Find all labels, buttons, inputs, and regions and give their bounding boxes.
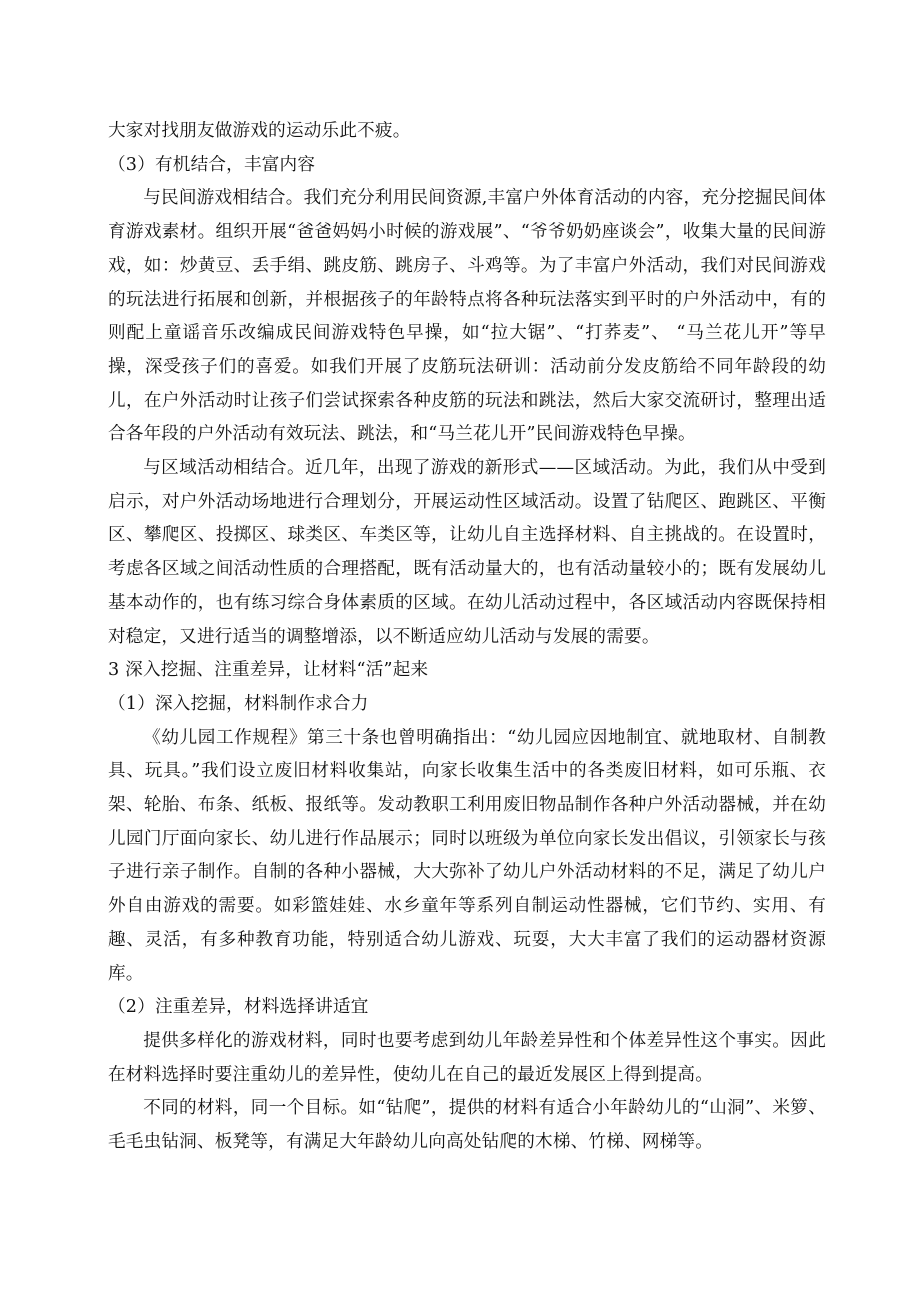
paragraph-area-activities: 与区域活动相结合。近几年，出现了游戏的新形式——区域活动。为此，我们从中受到启示，对户外活动场地进行合理划分，开展运动性区域活动。设置了钻爬区、跑跳区、平衡区、攀爬区、投掷区、球类区、车类区等，让幼儿自主选择材料、自主挑战的。在设置时，考虑各区域之间活动性质的合理搭配，既有活动量大的，也有活动量较小的；既有发展幼儿基本动作的，也有练习综合身体素质的区域。在幼儿活动过程中，各区域活动内容既保持相对稳定，又进行适当的调整增添，以不断适应幼儿活动与发展的需要。 <box>108 458 826 647</box>
subheading-organic-combination: （3）有机结合，丰富内容 <box>108 154 316 175</box>
paragraph-kindergarten-regulations: 《幼儿园工作规程》第三十条也曾明确指出：“幼儿园应因地制宜、就地取材、自制教具、玩具。”我们设立废旧材料收集站，向家长收集生活中的各类废旧材料，如可乐瓶、衣架、轮胎、布条、纸板、报纸等。发动教职工利用废旧物品制作各种户外活动器械，并在幼儿园门厅面向家长、幼儿进行作品展示；同时以班级为单位向家长发出倡议，引领家长与孩子进行亲子制作。自制的各种小器械，大大弥补了幼儿户外活动材料的不足，满足了幼儿户外自由游戏的需要。如彩篮娃娃、水乡童年等系列自制运动性器械，它们节约、实用、有趣、灵活，有多种教育功能，特别适合幼儿游戏、玩耍，大大丰富了我们的运动器材资源库。 <box>108 727 826 984</box>
paragraph-continuation: 大家对找朋友做游戏的运动乐此不疲。 <box>108 121 411 141</box>
paragraph-diverse-materials: 提供多样化的游戏材料，同时也要考虑到幼儿年龄差异性和个体差异性这个事实。因此在材料选择时要注重幼儿的差异性，使幼儿在自己的最近发展区上得到提高。 <box>108 1030 826 1085</box>
subheading-differences: （2）注重差异，材料选择讲适宜 <box>108 997 369 1018</box>
section-heading-materials: 3 深入挖掘、注重差异，让材料“活”起来 <box>108 660 429 681</box>
paragraph-same-goal: 不同的材料，同一个目标。如“钻爬”，提供的材料有适合小年龄幼儿的“山洞”、米箩、毛毛虫钻洞、板凳等，有满足大年龄幼儿向高处钻爬的木梯、竹梯、网梯等。 <box>108 1098 826 1153</box>
document-body <box>108 115 826 1160</box>
subheading-deep-mining: （1）深入挖掘，材料制作求合力 <box>108 693 369 714</box>
paragraph-folk-games: 与民间游戏相结合。我们充分利用民间资源,丰富户外体育活动的内容，充分挖掘民间体育游戏素材。组织开展“爸爸妈妈小时候的游戏展”、“爷爷奶奶座谈会”，收集大量的民间游戏，如：炒黄豆、丢手绢、跳皮筋、跳房子、斗鸡等。为了丰富户外活动，我们对民间游戏的玩法进行拓展和创新，并根据孩子的年龄特点将各种玩法落实到平时的户外活动中，有的则配上童谣音乐改编成民间游戏特色早操，如“拉大锯”、“打荞麦”、 “马兰花儿开”等早操，深受孩子们的喜爱。如我们开展了皮筋玩法研训：活动前分发皮筋给不同年龄段的幼儿，在户外活动时让孩子们尝试探索各种皮筋的玩法和跳法，然后大家交流研讨，整理出适合各年段的户外活动有效玩法、跳法，和“马兰花儿开”民间游戏特色早操。 <box>108 188 826 445</box>
